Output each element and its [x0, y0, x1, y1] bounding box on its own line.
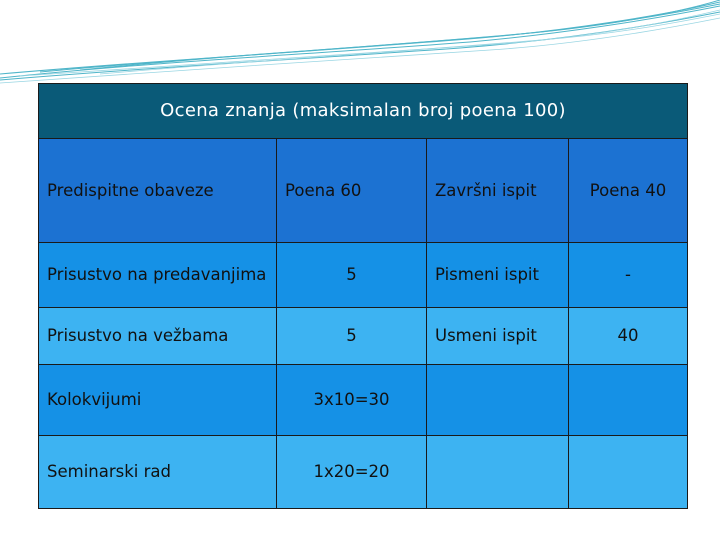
row2-poeni: 5	[277, 308, 427, 365]
header-predispitne-obaveze: Predispitne obaveze	[39, 139, 277, 243]
grading-table	[38, 83, 688, 509]
row2-ispit-poeni: 40	[569, 308, 687, 365]
table-title: Ocena znanja (maksimalan broj poena 100)	[39, 84, 687, 139]
decorative-header-swoosh	[0, 0, 720, 90]
row1-poeni: 5	[277, 243, 427, 308]
row3-ispit	[427, 365, 569, 436]
header-poena-60: Poena 60	[277, 139, 427, 243]
row4-ispit-poeni	[569, 436, 687, 508]
header-poena-40: Poena 40	[569, 139, 687, 243]
row4-obaveza: Seminarski rad	[39, 436, 277, 508]
header-zavrsni-ispit: Završni ispit	[427, 139, 569, 243]
row1-ispit: Pismeni ispit	[427, 243, 569, 308]
row2-obaveza: Prisustvo na vežbama	[39, 308, 277, 365]
row4-poeni: 1x20=20	[277, 436, 427, 508]
row2-ispit: Usmeni ispit	[427, 308, 569, 365]
row3-ispit-poeni	[569, 365, 687, 436]
row3-poeni: 3x10=30	[277, 365, 427, 436]
row3-obaveza: Kolokvijumi	[39, 365, 277, 436]
row1-ispit-poeni: -	[569, 243, 687, 308]
row1-obaveza: Prisustvo na predavanjima	[39, 243, 277, 308]
row4-ispit	[427, 436, 569, 508]
